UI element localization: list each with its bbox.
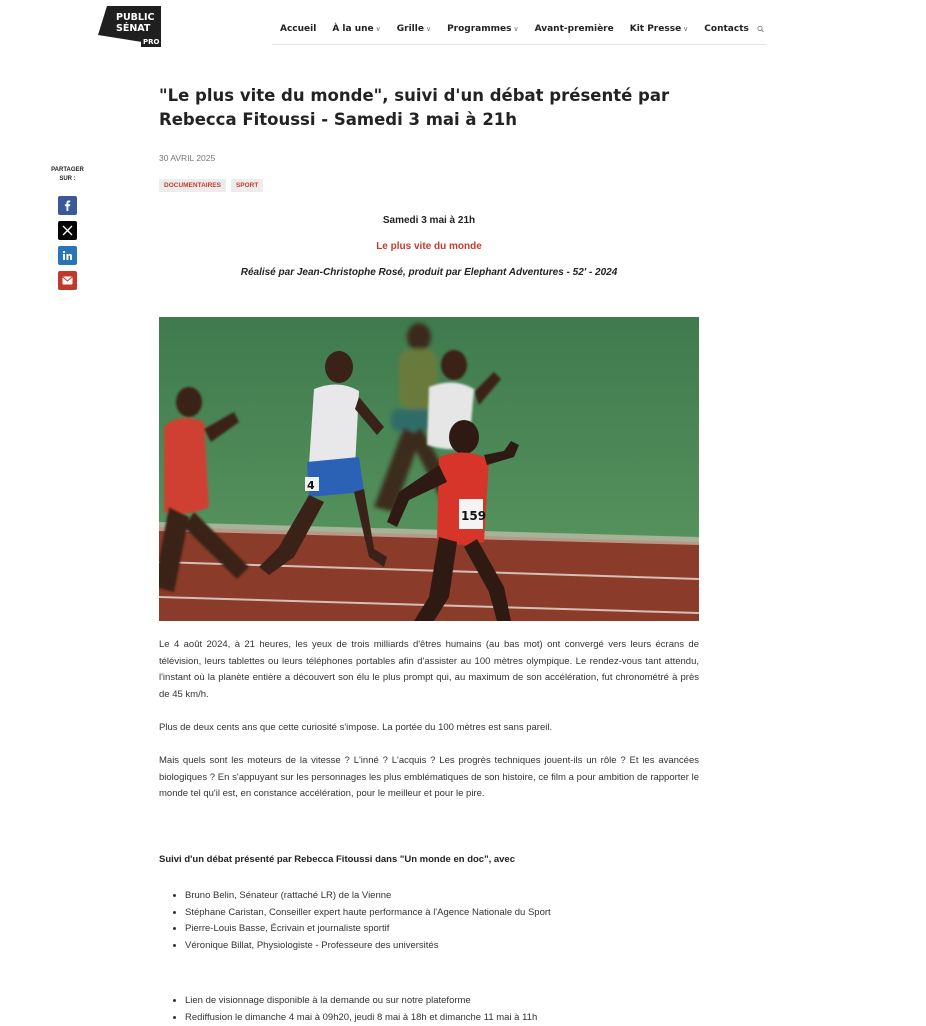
x-icon: [62, 225, 73, 236]
chevron-down-icon: ∨: [376, 25, 381, 33]
extra-info-list: [171, 993, 705, 1026]
share-x-button[interactable]: [58, 221, 77, 240]
chevron-down-icon: ∨: [426, 25, 431, 33]
bib-159: 159: [461, 509, 486, 523]
search-icon[interactable]: [757, 23, 764, 35]
share-email-button[interactable]: [58, 271, 77, 290]
tag-documentaires[interactable]: DOCUMENTAIRES: [159, 179, 226, 192]
main-nav: [272, 14, 766, 45]
article-title: "Le plus vite du monde", suivi d'un débat présenté par Rebecca Fitoussi - Samedi 3 mai à 21h: [159, 84, 719, 132]
film-title: Le plus vite du monde: [159, 241, 699, 252]
nav-item-programmes[interactable]: Programmes ∨: [439, 24, 527, 34]
chevron-down-icon: ∨: [513, 25, 518, 33]
nav-item-kit-presse[interactable]: Kit Presse ∨: [622, 24, 697, 34]
chevron-down-icon: ∨: [683, 25, 688, 33]
nav-item-contacts[interactable]: Contacts: [696, 24, 757, 34]
tag-sport[interactable]: SPORT: [231, 179, 263, 192]
article-paragraph: Le 4 août 2024, à 21 heures, les yeux de trois milliards d'êtres humains (au bas mot) ont convergé vers leurs écrans de télévision, leurs tablettes ou leurs téléphones portables afin d'assister au 100 mètres olympique. Le rendez-vous tant attendu, l'instant où la planète entière a découvert son élu le plus prompt qui, au maximum de son accélération, fut chronométré à près de 45 km/h.: [159, 637, 699, 703]
logo-badge: PRO: [143, 38, 160, 46]
film-credits: Réalisé par Jean-Christophe Rosé, produit par Elephant Adventures - 52' - 2024: [159, 267, 699, 278]
article-paragraph: Mais quels sont les moteurs de la vitesse ? L'inné ? L'acquis ? Les progrès techniques jouent-ils un rôle ? Et les avancées biologiques ? En s'appuyant sur les personnages les plus emblématiques de son histoire, ce film a pour ambition de rapporter le monde tel qu'il est, en constance accélération, pour le meilleur et pour le pire.: [159, 753, 699, 803]
tag-list: [159, 179, 263, 192]
share-label: PARTAGER SUR :: [45, 166, 90, 184]
list-item: • Véronique Billat, Physiologiste - Professeure des universités: [185, 938, 705, 955]
article-paragraph: Plus de deux cents ans que cette curiosité s'impose. La portée du 100 mètres est sans pareil.: [159, 720, 699, 737]
list-item: • Rediffusion le dimanche 4 mai à 09h20, jeudi 8 mai à 18h et dimanche 11 mai à 11h: [185, 1010, 705, 1026]
broadcast-schedule: Samedi 3 mai à 21h: [159, 215, 699, 226]
nav-item-grille[interactable]: Grille ∨: [389, 24, 439, 34]
list-item: • Bruno Belin, Sénateur (rattaché LR) de la Vienne: [185, 888, 705, 905]
logo-line1: PUBLIC: [116, 12, 155, 23]
list-item: • Stéphane Caristan, Conseiller expert haute performance à l'Agence Nationale du Sport: [185, 905, 705, 922]
debate-intro: Suivi d'un débat présenté par Rebecca Fitoussi dans "Un monde en doc", avec: [159, 854, 515, 865]
facebook-icon: [62, 200, 73, 211]
share-linkedin-button[interactable]: [58, 246, 77, 265]
nav-item-a-la-une[interactable]: À la une ∨: [324, 24, 388, 34]
nav-item-accueil[interactable]: Accueil: [272, 24, 324, 34]
bib-4: 4: [307, 479, 315, 492]
sprinters-photo: [159, 317, 699, 621]
public-senat-logo[interactable]: [97, 5, 163, 49]
logo-line2: SÉNAT: [116, 22, 151, 34]
article-date: 30 AVRIL 2025: [159, 153, 215, 163]
linkedin-icon: [62, 250, 73, 261]
nav-item-avant-premiere[interactable]: Avant-première: [527, 24, 622, 34]
list-item: • Pierre-Louis Basse, Écrivain et journaliste sportif: [185, 921, 705, 938]
guest-list: [171, 888, 705, 954]
share-facebook-button[interactable]: [58, 196, 77, 215]
mail-icon: [62, 276, 73, 285]
list-item: • Lien de visionnage disponible à la demande ou sur notre plateforme: [185, 993, 705, 1010]
